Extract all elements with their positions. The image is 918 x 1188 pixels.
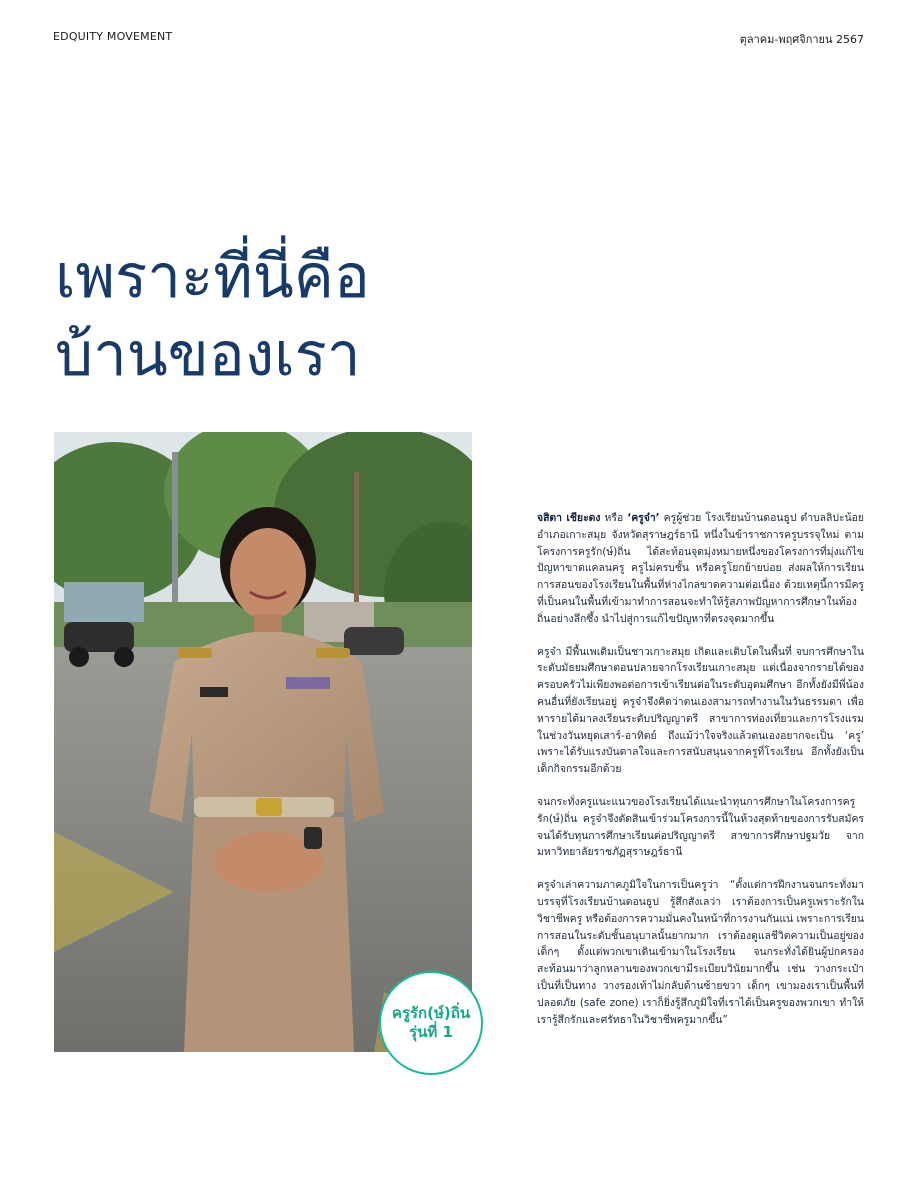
article-paragraph-1 (537, 510, 864, 628)
issue-date: ตุลาคม-พฤศจิกายน 2567 (739, 33, 864, 46)
teacher-photo (54, 432, 472, 1052)
teacher-nickname: ‘ครูจ๋า’ (627, 512, 660, 524)
article-paragraph-2: ครูจ๋า มีพื้นเพเดิมเป็นชาวเกาะสมุย เกิดและเติบโตในพื้นที่ จบการศึกษาในระดับมัธยมศึกษาตอนปลายจากโรงเรียนเกาะสมุย แต่เนื่องจากรายได้ของครอบครัวไม่เพียงพอต่อการเข้าเรียนต่อในระดับอุดมศึกษา อีกทั้งยังมีพี่น้องคนอื่นที่ยังเรียนอยู่ ครูจ๋าจึงคิดว่าตนเองสามารถทำงานในวันธรรมดา เพื่อหารายได้มาลงเรียนระดับปริญญาตรี สาขาการท่องเที่ยวและการโรงแรม ในช่วงวันหยุดเสาร์-อาทิตย์ ถึงแม้ว่าใจจริงแล้วตนเองอยากจะเป็น ‘ครู’ เพราะได้รับแรงบันดาลใจและการสนับสนุนจากครูที่โรงเรียน อีกทั้งยังเป็นเด็กกิจกรรมอีกด้วย (537, 645, 864, 776)
article-title-line-1: เพราะที่นี่คือ (55, 242, 370, 312)
article-title-line-2: บ้านของเรา (55, 320, 361, 390)
article-paragraph-3: จนกระทั่งครูแนะแนวของโรงเรียนได้แนะนำทุนการศึกษาในโครงการครูรัก(ษ์)ถิ่น ครูจ๋าจึงตัดสินเข้าร่วมโครงการนี้ในห้วงสุดท้ายของการรับสมัคร จนได้รับทุนการศึกษาเรียนต่อปริญญาตรี สาขาการศึกษาปฐมวัย จากมหาวิทยาลัยราชภัฏสุราษฎร์ธานี (537, 795, 864, 859)
article-title (55, 238, 575, 394)
connector-text: หรือ (600, 512, 628, 524)
program-badge-line-1: ครูรัก(ษ์)ถิ่น (391, 1004, 471, 1022)
publication-name: EDQUITY MOVEMENT (53, 30, 173, 43)
program-badge (379, 971, 483, 1075)
article-paragraph-4: ครูจ๋าเล่าความภาคภูมิใจในการเป็นครูว่า “ตั้งแต่การฝึกงานจนกระทั่งมาบรรจุที่โรงเรียนบ้านดอนธูป รู้สึกสังเลว่า เราต้องการเป็นครูเพราะรักในวิชาชีพครู หรือต้องการความมั่นคงในหน้าที่การงานกันแน่ เพราะการเรียนการสอนในระดับชั้นอนุบาลนั้นยากมาก เราต้องดูแลชีวิตความเป็นอยู่ของเด็กๆ ตั้งแต่พวกเขาเดินเข้ามาในโรงเรียน จนกระทั่งได้ยินผู้ปกครองสะท้อนมาว่าลูกหลานของพวกเขามีระเบียบวินัยมากขึ้น เช่น วางกระเป๋าเป็นที่เป็นทาง วางรองเท้าไม่กลับด้านซ้ายขวา เด็กๆ เขามองเราเป็นพื้นที่ปลอดภัย (safe zone) เราก็ยิ่งรู้สึกภูมิใจที่เราได้เป็นครูของพวกเขา ทำให้เรารู้สึกรักและศรัทธาในวิชาชีพครูมากขึ้น” (537, 879, 864, 1026)
article-body (537, 510, 864, 1044)
teacher-name: จสิตา เชียะดง (537, 512, 601, 524)
paragraph-1-text: ครูผู้ช่วย โรงเรียนบ้านดอนธูป ตำบลลิปะน้อย อำเภอเกาะสมุย จังหวัดสุราษฎร์ธานี หนึ่งในข้าราชการครูบรรจุใหม่ ตามโครงการครูรัก(ษ์)ถิ่น ได้สะท้อนจุดมุ่งหมายหนึ่งของโครงการที่มุ่งแก้ไขปัญหาขาดแคลนครู ครูไม่ครบชั้น หรือครูโยกย้ายบ่อย ส่งผลให้การเรียนการสอนของโรงเรียนในพื้นที่ห่างไกลขาดความต่อเนื่อง ด้วยเหตุนี้การมีครูที่เป็นคนในพื้นที่เข้ามาทำการสอนจะทำให้รู้สภาพปัญหาการศึกษาในท้องถิ่นอย่างลึกซึ้ง นำไปสู่การแก้ไขปัญหาที่ตรงจุดมากขึ้น (537, 512, 865, 625)
program-badge-line-2: รุ่นที่ 1 (409, 1023, 453, 1041)
